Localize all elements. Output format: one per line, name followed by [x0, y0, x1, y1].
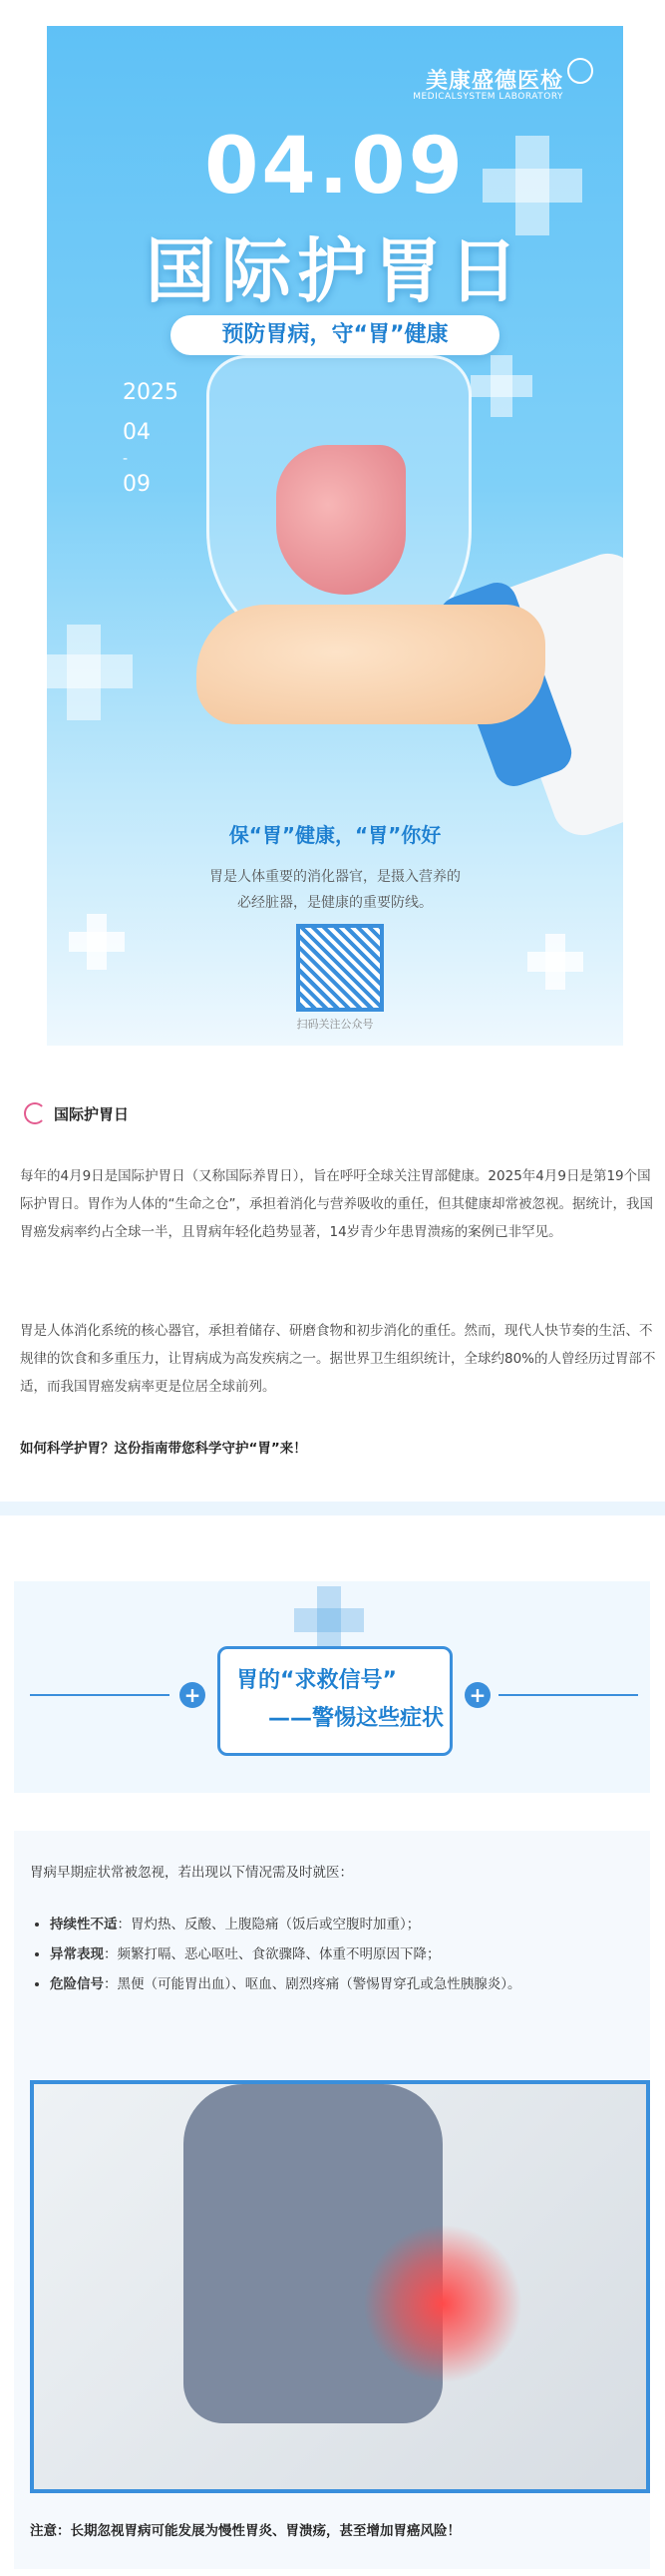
section-heading	[24, 1102, 129, 1124]
poster-title: 国际护胃日	[146, 230, 524, 312]
plus-icon: +	[465, 1682, 491, 1708]
medical-cross-icon	[69, 932, 125, 952]
poster-tagline: 保“胃”健康，“胃”你好	[228, 823, 442, 847]
stomach-pain-photo	[30, 2080, 650, 2493]
poster-date: 04.09	[204, 122, 466, 212]
warning-note: 注意：长期忽视胃病可能发展为慢性胃炎、胃溃疡，甚至增加胃癌风险！	[30, 2523, 461, 2539]
medical-cross-icon	[471, 375, 532, 397]
brand-subtitle: MEDICALSYSTEM LABORATORY	[413, 92, 563, 102]
brand-name: 美康盛德医检	[425, 69, 563, 94]
pain-highlight	[363, 2224, 522, 2383]
signals-subtitle: ——警惕这些症状	[268, 1706, 445, 1731]
plus-icon: +	[179, 1682, 205, 1708]
decorative-line	[30, 1694, 169, 1696]
medical-cross-icon	[294, 1608, 364, 1632]
medical-cross-icon	[47, 654, 133, 688]
decorative-line	[499, 1694, 638, 1696]
qr-label: 扫码关注公众号	[296, 1018, 374, 1031]
symptoms-list	[30, 1911, 648, 2000]
intro-paragraph-2: 胃是人体消化系统的核心器官，承担着储存、研磨食物和初步消化的重任。然而，现代人快节奏的生活、不规律的饮食和多重压力，让胃病成为高发疾病之一。据世界卫生组织统计，全球约80%的人曾经历过胃部不适，而我国胃癌发病率更是位居全球前列。	[20, 1323, 656, 1395]
symptoms-intro: 胃病早期症状常被忽视，若出现以下情况需及时就医：	[30, 1865, 353, 1881]
brand-logo-icon	[567, 58, 593, 84]
list-item: • 持续性不适：胃灼热、反酸、上腹隐痛（饭后或空腹时加重）；	[50, 1911, 648, 1938]
call-to-action: 如何科学护胃？这份指南带您科学守护“胃”来！	[20, 1441, 307, 1457]
slogan-pill: 预防胃病，守“胃”健康	[170, 315, 499, 355]
divider-band	[0, 1502, 665, 1515]
medical-cross-icon	[527, 952, 583, 972]
intro-paragraph-1: 每年的4月9日是国际护胃日（又称国际养胃日），旨在呼吁全球关注胃部健康。2025年4月9日是第19个国际护胃日。胃作为人体的“生命之仓”，承担着消化与营养吸收的重任，但其健康却常被忽视。据统计，我国胃癌发病率约占全球一半，且胃病年轻化趋势显著，14岁青少年患胃溃疡的案例已非罕见。	[20, 1168, 653, 1240]
list-item: • 异常表现：频繁打嗝、恶心呕吐、食欲骤降、体重不明原因下降；	[50, 1940, 648, 1968]
circle-icon	[24, 1102, 46, 1124]
qr-code[interactable]	[296, 924, 384, 1012]
hero-poster	[47, 26, 623, 1046]
stomach-illustration	[276, 445, 406, 595]
hand-illustration	[196, 605, 545, 724]
list-item: • 危险信号：黑便（可能胃出血）、呕血、剧烈疼痛（警惕胃穿孔或急性胰腺炎）。	[50, 1970, 648, 1998]
signals-title-box	[217, 1646, 453, 1756]
section-heading-text: 国际护胃日	[54, 1104, 130, 1123]
vertical-date: 2025 04 - 09	[123, 380, 178, 497]
signals-title: 胃的“求救信号”	[236, 1668, 397, 1693]
poster-description: 胃是人体重要的消化器官，是摄入营养的 必经脏器，是健康的重要防线。	[209, 869, 461, 911]
